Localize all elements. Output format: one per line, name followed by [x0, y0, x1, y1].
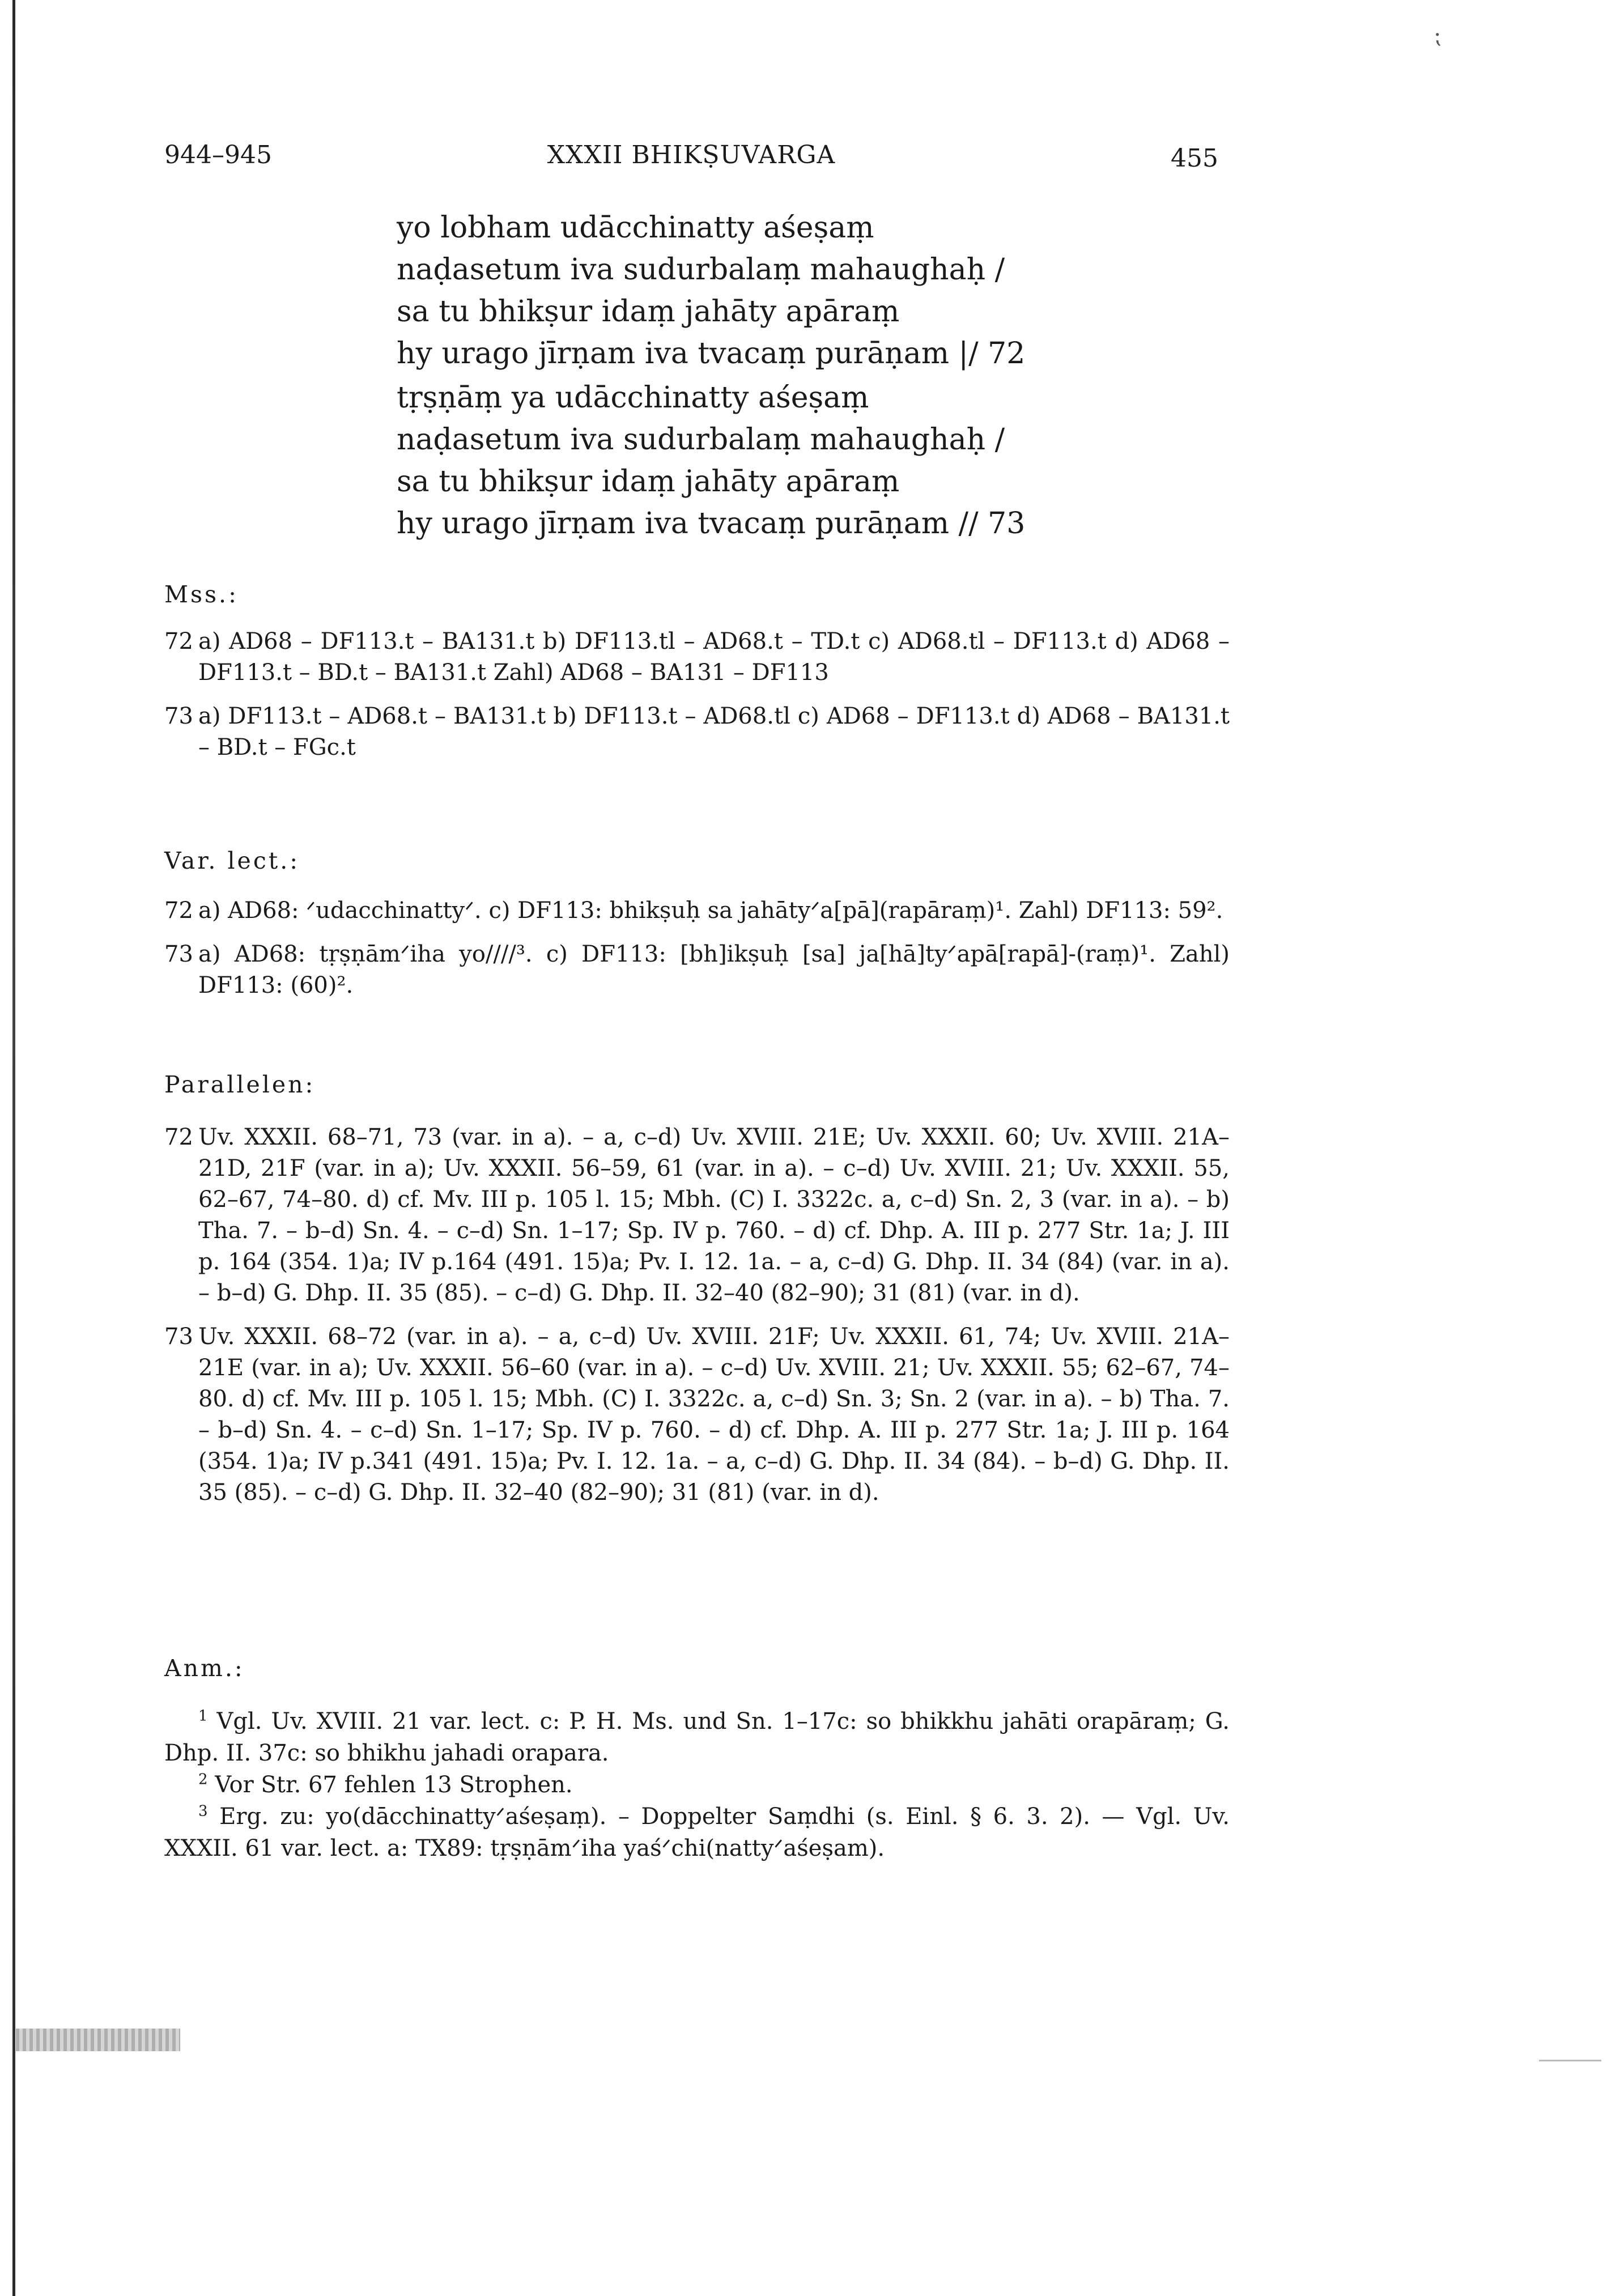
scan-edge — [12, 0, 15, 2296]
verse-72 — [397, 207, 1303, 375]
verse-line: sa tu bhikṣur idaṃ jahāty apāraṃ — [397, 295, 900, 329]
scan-speck: ⁏ — [1434, 23, 1442, 49]
mss-block — [164, 626, 1230, 776]
mss-entry — [164, 626, 1230, 688]
footnote-text: Erg. zu: yo(dācchinattyᐟaśeṣaṃ). – Doppelter Saṃdhi (s. Einl. § 6. 3. 2). — Vgl. Uv. XXXII. 61 var. lect. a: TX89: tṛṣṇāmᐟiha yaśᐟchi(nattyᐟaśeṣam). — [164, 1804, 1230, 1861]
entry-text: a) AD68 – DF113.t – BA131.t b) DF113.tl – AD68.t – TD.t c) AD68.tl – DF113.t d) AD68 – DF113.t – BD.t – BA131.t Zahl) AD68 – BA131 – DF113 — [198, 628, 1230, 686]
verse-73 — [397, 377, 1303, 545]
anm-label: Anm.: — [164, 1655, 245, 1682]
verse-line: naḍasetum iva sudurbalaṃ mahaughaḥ / — [397, 423, 1005, 457]
varlect-label: Var. lect.: — [164, 847, 300, 874]
footnote — [164, 1706, 1230, 1769]
verse-line: yo lobham udācchinatty aśeṣaṃ — [397, 211, 874, 245]
footnote-text: Vgl. Uv. XVIII. 21 var. lect. c: P. H. Ms. und Sn. 1–17c: so bhikkhu jahāti orapāraṃ; G. Dhp. II. 37c: so bhikhu jahadi orapara. — [164, 1708, 1230, 1766]
scan-mark-line — [1539, 2060, 1601, 2061]
parallelen-label: Parallelen: — [164, 1071, 316, 1098]
entry-number: 73 — [164, 703, 193, 729]
verse-line: hy urago jīrṇam iva tvacaṃ purāṇam // 73 — [397, 507, 1026, 541]
entry-text: a) AD68: tṛṣṇāmᐟiha yo////³. c) DF113: [bh]ikṣuḥ [sa] ja[hā]tyᐟapā[rapā]-(raṃ)¹. Zahl) DF113: (60)². — [198, 941, 1230, 998]
mss-label: Mss.: — [164, 581, 239, 608]
entry-number: 72 — [164, 898, 193, 924]
footnote-number: 2 — [198, 1771, 208, 1788]
library-stamp-smudge — [16, 2029, 180, 2051]
footnote-number: 1 — [198, 1707, 208, 1725]
verse-line: tṛṣṇāṃ ya udācchinatty aśeṣaṃ — [397, 381, 869, 415]
page-number: 455 — [1171, 144, 1218, 173]
footnote-number: 3 — [198, 1802, 208, 1820]
header-verse-range: 944–945 — [164, 141, 272, 169]
running-header — [164, 141, 1218, 180]
header-chapter-title: XXXII BHIKṢUVARGA — [547, 141, 836, 169]
footnote-text: Vor Str. 67 fehlen 13 Strophen. — [215, 1772, 573, 1798]
parallel-entry — [164, 1321, 1230, 1508]
mss-entry — [164, 701, 1230, 763]
entry-number: 72 — [164, 628, 193, 654]
entry-text: Uv. XXXII. 68–72 (var. in a). – a, c–d) Uv. XVIII. 21F; Uv. XXXII. 61, 74; Uv. XVIII. 21A–21E (var. in a); Uv. XXXII. 56–60 (var. in a). – c–d) Uv. XVIII. 21; Uv. XXXII. 55; 62–67, 74–80. d) cf. Mv. III p. 105 l. 15; Mbh. (C) I. 3322c. a, c–d) Sn. 3; Sn. 2 (var. in a). – b) Tha. 7. – b–d) Sn. 4. – c–d) Sn. 1–17; Sp. IV p. 760. – d) cf. Dhp. A. III p. 277 Str. 1a; J. III p. 164 (354. 1)a; IV p.341 (491. 15)a; Pv. I. 12. 1a. – a, c–d) G. Dhp. II. 34 (84). – b–d) G. Dhp. II. 35 (85). – c–d) G. Dhp. II. 32–40 (82–90); 31 (81) (var. in d). — [198, 1324, 1230, 1506]
entry-text: a) DF113.t – AD68.t – BA131.t b) DF113.t – AD68.tl c) AD68 – DF113.t d) AD68 – BA131.t – BD.t – FGc.t — [198, 703, 1230, 760]
varlect-entry — [164, 895, 1230, 926]
footnote — [164, 1801, 1230, 1864]
varlect-entry — [164, 939, 1230, 1001]
anm-notes — [164, 1706, 1230, 1864]
varlect-block — [164, 895, 1230, 1014]
verse-line: naḍasetum iva sudurbalaṃ mahaughaḥ / — [397, 253, 1005, 287]
entry-number: 72 — [164, 1124, 193, 1150]
verse-line: sa tu bhikṣur idaṃ jahāty apāraṃ — [397, 465, 900, 499]
entry-text: a) AD68: ᐟudacchinattyᐟ. c) DF113: bhikṣuḥ sa jahātyᐟa[pā](rapāraṃ)¹. Zahl) DF113: 59². — [198, 898, 1223, 924]
entry-number: 73 — [164, 1324, 193, 1350]
parallelen-block — [164, 1122, 1230, 1521]
footnote — [164, 1769, 1230, 1801]
parallel-entry — [164, 1122, 1230, 1309]
entry-number: 73 — [164, 941, 193, 967]
verse-line: hy urago jīrṇam iva tvacaṃ purāṇam |/ 72 — [397, 337, 1026, 371]
entry-text: Uv. XXXII. 68–71, 73 (var. in a). – a, c–d) Uv. XVIII. 21E; Uv. XXXII. 60; Uv. XVIII. 21A–21D, 21F (var. in a); Uv. XXXII. 56–59, 61 (var. in a). – c–d) Uv. XVIII. 21; Uv. XXXII. 55, 62–67, 74–80. d) cf. Mv. III p. 105 l. 15; Mbh. (C) I. 3322c. a, c–d) Sn. 2, 3 (var. in a). – b) Tha. 7. – b–d) Sn. 4. – c–d) Sn. 1–17; Sp. IV p. 760. – d) cf. Dhp. A. III p. 277 Str. 1a; J. III p. 164 (354. 1)a; IV p.164 (491. 15)a; Pv. I. 12. 1a. – a, c–d) G. Dhp. II. 34 (84) (var. in a). – b–d) G. Dhp. II. 35 (85). – c–d) G. Dhp. II. 32–40 (82–90); 31 (81) (var. in d). — [198, 1124, 1230, 1306]
